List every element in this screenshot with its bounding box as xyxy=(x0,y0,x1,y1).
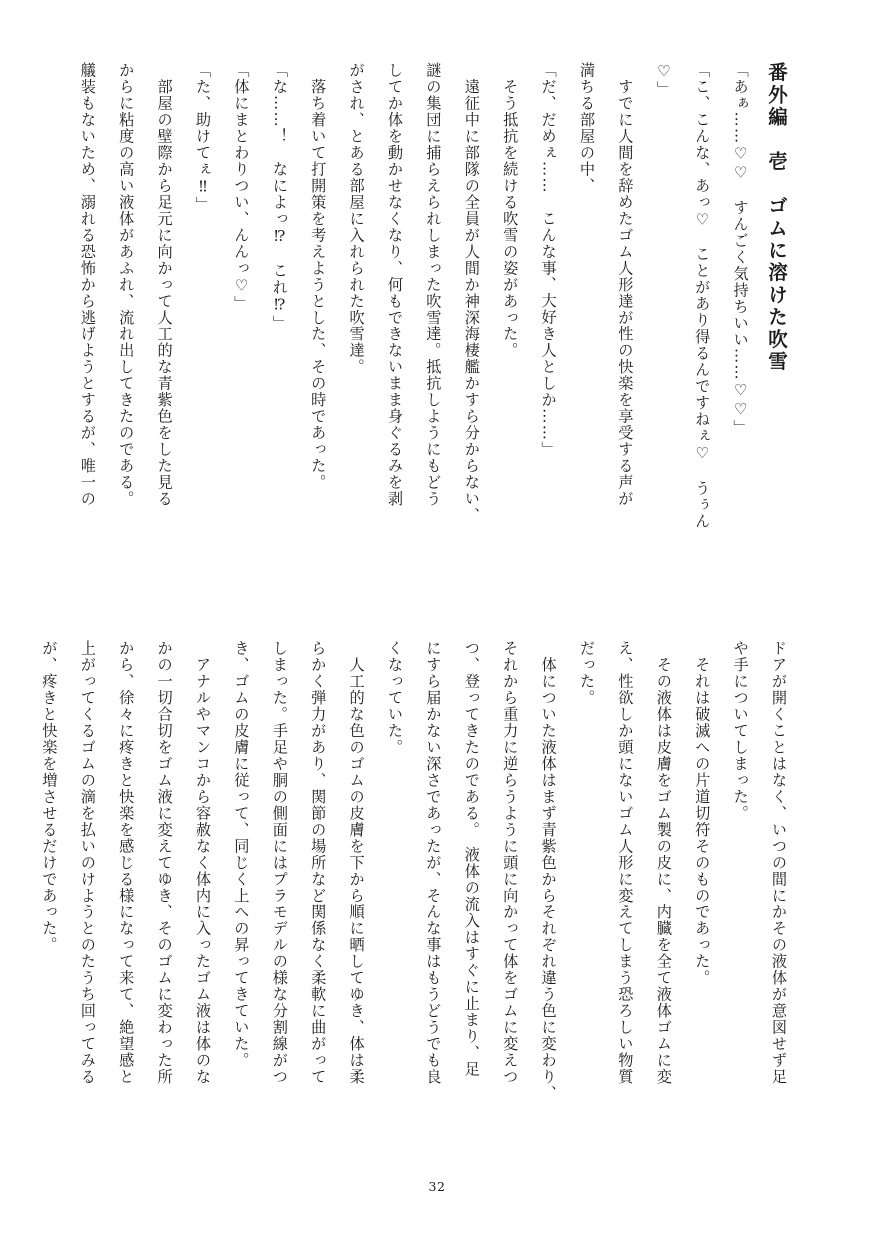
text-column: え、性欲しか頭にないゴム人形に変えてしまう恐ろしい物質 xyxy=(616,640,635,1086)
text-column: 艤装もないため、溺れる恐怖から逃げようとするが、唯一の xyxy=(78,62,97,508)
text-column: かの一切合切をゴム液に変えてゆき、そのゴムに変わった所 xyxy=(155,640,174,1086)
text-column: ♡」 xyxy=(654,62,673,98)
text-column: や手についてしまった。 xyxy=(731,640,750,822)
text-column: から、徐々に疼きと快楽を感じる様になって来て、絶望感と xyxy=(117,640,136,1086)
text-column: 「こ、こんな、あっ♡ ことがあり得るんですねぇ♡ うぅん xyxy=(693,62,712,530)
text-column: 体についた液体はまず青紫色からそれぞれ違う色に変わり、 xyxy=(539,640,558,1102)
text-column: がされ、とある部屋に入れられた吹雪達。 xyxy=(347,62,366,376)
text-column: すでに人間を辞めたゴム人形達が性の快楽を享受する声が xyxy=(616,62,635,508)
text-column: 「だ、だめぇ…… こんな事、大好き人としか……」 xyxy=(539,62,558,458)
text-column: 人工的な色のゴムの皮膚を下から順に晒してゆき、体は柔 xyxy=(347,640,366,1086)
page-number: 32 xyxy=(428,1179,446,1194)
text-column: 「な……！ なによっ⁉ これ⁉」 xyxy=(270,62,289,332)
text-column: 満ちる部屋の中、 xyxy=(578,62,596,194)
text-column: してか体を動かせなくなり、何もできないまま身ぐるみを剥 xyxy=(386,62,404,508)
text-column: 「た、助けてぇ‼」 xyxy=(194,62,212,214)
text-column: アナルやマンコから容赦なく体内に入ったゴム液は体のな xyxy=(194,640,212,1086)
text-column: 部屋の壁際から足元に向かって人工的な青紫色をした見る xyxy=(155,62,174,508)
text-column: らかく弾力があり、関節の場所など関係なく柔軟に曲がって xyxy=(309,640,328,1086)
text-column: 「体にまとわりつい、んんっ♡」 xyxy=(232,62,251,313)
text-column: 「あぁ……♡♡ すんごく気持ちいい……♡♡」 xyxy=(731,62,750,436)
text-column: それは破滅への片道切符そのものであった。 xyxy=(693,640,712,987)
text-column: だった。 xyxy=(578,640,596,706)
text-column: ドアが開くことはなく、いつの間にかその液体が意図せず足 xyxy=(770,640,788,1086)
text-column: にすら届かない深さであったが、そんな事はもうどうでも良 xyxy=(424,640,443,1086)
text-column: 謎の集団に捕らえられしまった吹雪達。抵抗しようにもどう xyxy=(424,62,443,508)
text-column: そう抵抗を続ける吹雪の姿があった。 xyxy=(501,62,520,359)
text-column: 上がってくるゴムの滴を払いのけようとのたうち回ってみる xyxy=(78,640,97,1086)
text-column: くなっていた。 xyxy=(386,640,404,756)
text-column: からに粘度の高い液体があふれ、流れ出してきたのである。 xyxy=(117,62,136,508)
text-column: その液体は皮膚をゴム製の皮に、内臓を全て液体ゴムに変 xyxy=(654,640,673,1086)
text-column: つ、登ってきたのである。 液体の流入はすぐに止まり、足 xyxy=(462,640,481,1078)
text-column: き、ゴムの皮膚に従って、同じく上への昇ってきていた。 xyxy=(232,640,251,1069)
text-column: 遠征中に部隊の全員が人間か神深海棲艦かすら分からない、 xyxy=(462,62,481,524)
chapter-title: 番外編 壱 ゴムに溶けた吹雪 xyxy=(765,62,788,374)
text-column: 落ち着いて打開策を考えようとした、その時であった。 xyxy=(309,62,328,491)
text-column: それから重力に逆らうように頭に向かって体をゴムに変えつ xyxy=(501,640,520,1086)
text-column: しまった。手足や胴の側面にはプラモデルの様な分割線がつ xyxy=(270,640,289,1086)
text-column: が、疼きと快楽を増させるだけであった。 xyxy=(40,640,59,954)
